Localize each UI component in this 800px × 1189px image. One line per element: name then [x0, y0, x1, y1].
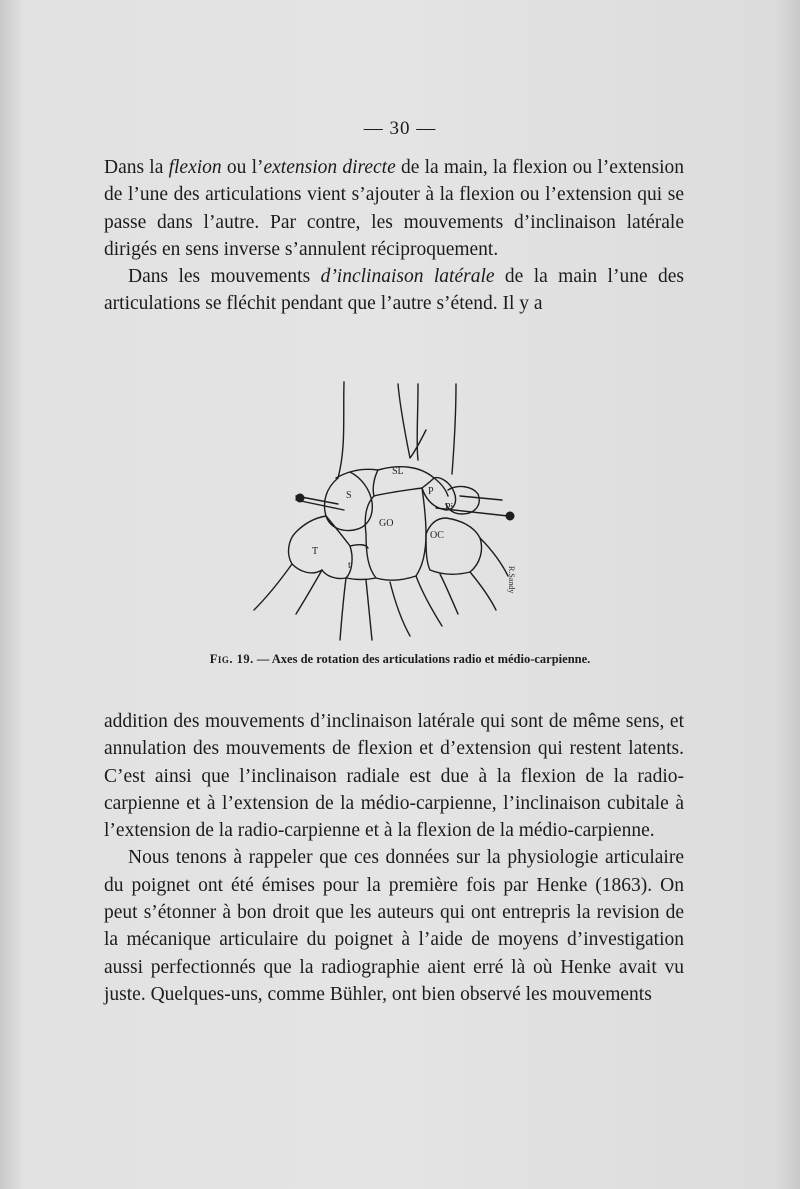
wrist-bone-figure	[240, 378, 540, 644]
text-block-top	[104, 154, 684, 318]
paragraph-addition: addition des mouvements d’inclinaison latérale qui sont de même sens, et annulation des mouvements de flexion et d’extension qui restent latents. C’est ainsi que l’inclinaison radiale est due à la flexion de la radio-carpienne et à l’extension de la médio-carpienne, l’inclinaison cubitale à l’extension de la radio-carpienne et à la flexion de la médio-carpienne.	[104, 711, 684, 842]
radius-outline	[338, 382, 344, 478]
label-os-crochu: OC	[430, 530, 444, 541]
ulna-outline	[452, 384, 456, 474]
paragraph-henke: Nous tenons à rappeler que ces données sur la physiologie articulaire du poignet ont été émises pour la première fois par Henke (1863). On peut s’étonner à bon droit que les auteurs qui ont entrepris la revision de la mécanique articulaire du poignet à l’aide de moyens d’investigation aussi perfectionnés que la radiographie aient erré là où Henke avait vu juste. Quelques-uns, comme Bühler, ont bien observé les mouvements	[104, 847, 684, 1005]
paragraph-text: Dans la	[104, 157, 169, 178]
capitate-outline	[365, 488, 426, 580]
paragraph-text: ou l’	[221, 157, 264, 178]
label-semilunar: SL	[392, 466, 404, 477]
paragraph-text: de la main l’une des articulations se fléchit pendant que l’autre s’étend. Il y a	[104, 266, 684, 315]
label-scaphoid: S	[346, 490, 352, 501]
ulna-line	[417, 384, 418, 460]
label-trapezium: T	[312, 546, 319, 557]
metacarpal-3b	[416, 576, 442, 626]
metacarpal-3a	[390, 582, 410, 636]
page-number: — 30 —	[363, 118, 437, 139]
label-trapezoid: t	[348, 560, 351, 571]
text-block-bottom	[104, 708, 684, 1008]
trapezium-outline	[289, 516, 326, 573]
emphasis-inclinaison-laterale: d’inclinaison latérale	[320, 266, 495, 288]
engraver-signature: R.Sandy	[507, 566, 516, 594]
caption-text: — Axes de rotation des articulations radio et médio-carpienne.	[253, 652, 591, 666]
metacarpal-2b	[366, 580, 372, 640]
radius-ulna-line	[398, 384, 426, 458]
paragraph-flexion	[104, 154, 684, 263]
label-pyramidal: P	[428, 486, 434, 497]
emphasis-flexion: flexion	[168, 157, 222, 178]
figure-caption	[0, 652, 800, 667]
metacarpal-2a	[340, 578, 346, 640]
radiocarpal-axis-end	[460, 496, 502, 500]
label-grand-os: GO	[379, 518, 394, 529]
emphasis-extension-directe: extension directe	[263, 157, 396, 178]
hamate-outline	[426, 518, 482, 574]
paragraph-text: de la main, la flexion ou l’extension de l’une des articulations vient s’ajouter à la flexion ou l’extension qui se passe dans l’autre. Par contre, les mouvements d’inclinaison latérale dirigés en sens inverse s’annulent réciproquement.	[104, 157, 684, 260]
paragraph-inclinaison	[104, 263, 684, 318]
metacarpal-5	[480, 538, 508, 576]
paragraph-text: Dans les mouvements	[128, 266, 321, 288]
figure-label: Fig. 19.	[209, 652, 254, 666]
radiocarpal-axis-line	[296, 500, 344, 510]
midcarpal-axis-pin	[506, 512, 515, 521]
metacarpal-1b	[296, 570, 322, 614]
label-pisiform: Pi	[445, 502, 454, 513]
metacarpal-4b	[470, 572, 496, 610]
wrist-bone-drawing	[240, 378, 540, 644]
metacarpal-1a	[254, 564, 292, 610]
metacarpal-4a	[440, 574, 458, 614]
